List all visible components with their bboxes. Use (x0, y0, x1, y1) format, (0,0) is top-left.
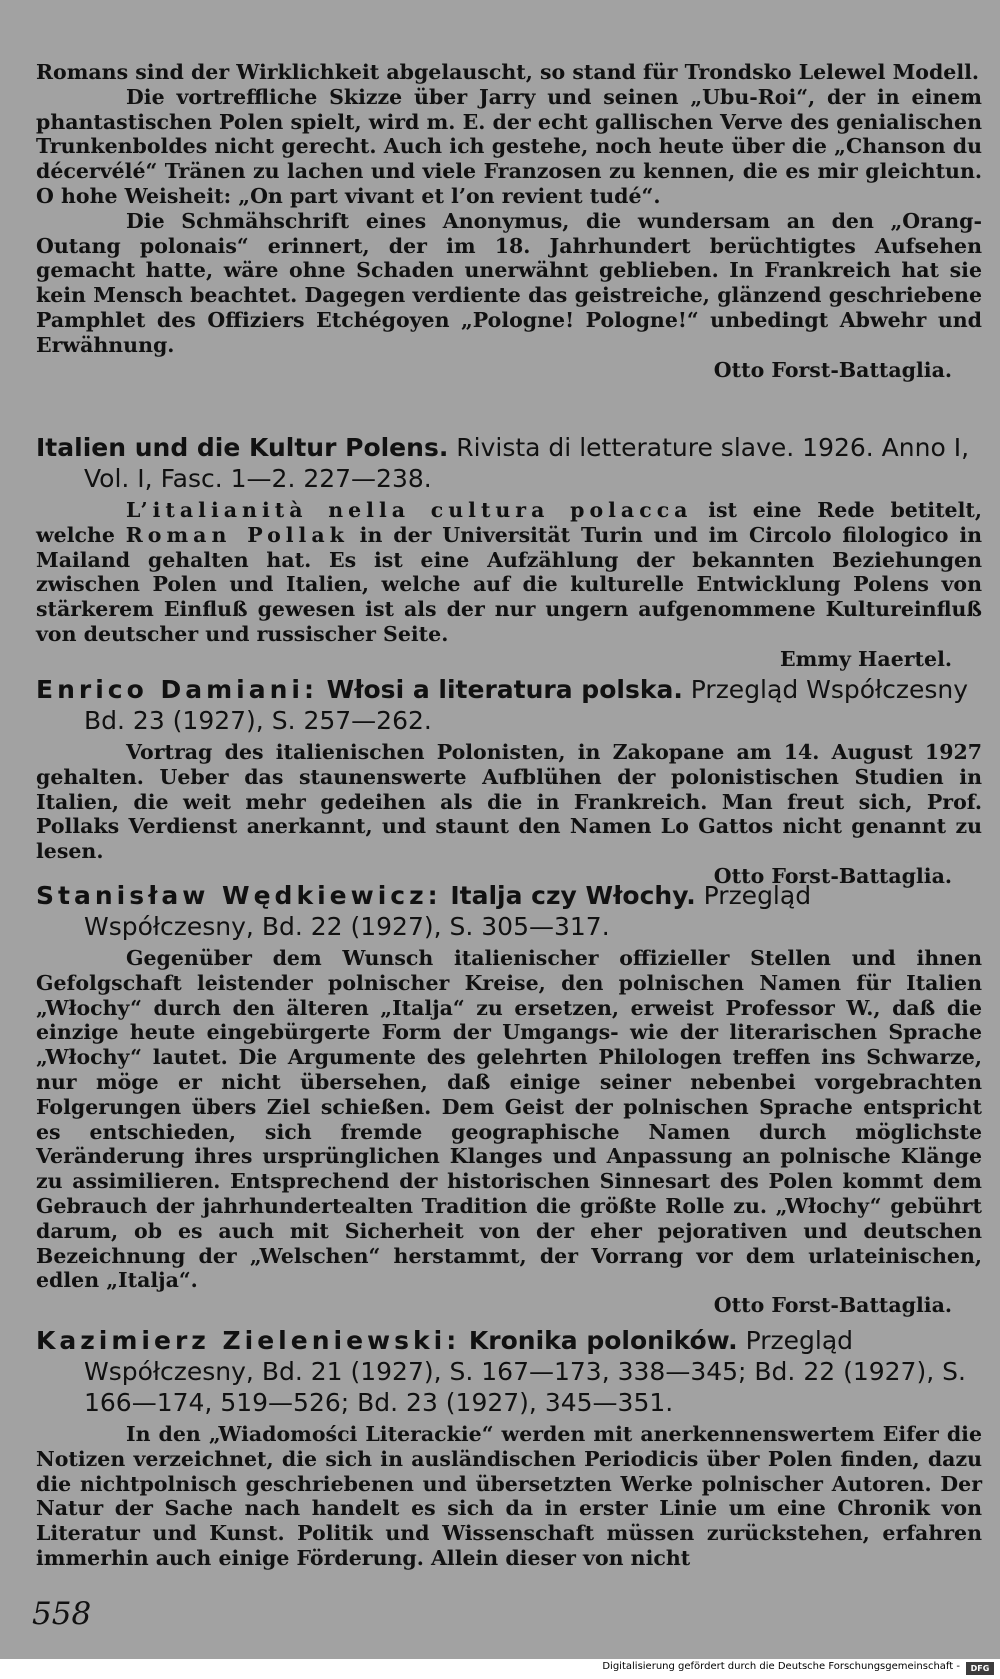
entry-heading (36, 674, 982, 736)
entry-title: Italja czy Włochy. (441, 881, 696, 910)
review-entry (36, 432, 982, 672)
entry-author: Kazimierz Zieleniewski: (36, 1326, 461, 1355)
entry-source: Przegląd Współczesny, Bd. 21 (1927), S. 167—173, 338—345; Bd. 22 (1927), S. 166—174, 519—526; Bd. 23 (1927), 345—351. (84, 1326, 966, 1417)
paragraph: In den „Wiadomości Literackie“ werden mit anerkennenswertem Eifer die Notizen verzeichnet, die sich in ausländischen Periodicis über Polen finden, dazu die nichtpolnisch geschriebenen und übersetzten Werke polnischer Autoren. Der Natur der Sache nach handelt es sich da in erster Linie um eine Chronik von Literatur und Kunst. Politik und Wissenschaft müssen zurückstehen, erfahren immerhin auch einige Förderung. Allein dieser von nicht (36, 1422, 982, 1570)
page-number: 558 (32, 1596, 92, 1632)
entry-author: Stanisław Wędkiewicz: (36, 881, 442, 910)
signature-line (36, 358, 982, 383)
entry-heading (36, 432, 982, 494)
digitization-footer (0, 1659, 1000, 1679)
text-run: ist eine Rede betitelt, welche (36, 498, 982, 547)
reviewer-name: Otto Forst-Battaglia. (713, 1293, 952, 1318)
entry-title: Włosi a literatura polska. (317, 675, 683, 704)
reviewer-name: Emmy Haertel. (780, 646, 952, 671)
reviewer-name: Otto Forst-Battaglia. (713, 357, 952, 382)
paragraph: Gegenüber dem Wunsch italienischer offizieller Stellen und ihnen Gefolgschaft leistender polnischer Kreise, den polnischen Namen für Italien „Włochy“ durch den älteren „Italja“ zu ersetzen, erweist Professor W., daß die einzige heute eingebürgerte Form der Umgangs- wie der literarischen Sprache „Włochy“ lautet. Die Argumente des gelehrten Philologen treffen ins Schwarze, nur möge er nicht übersehen, daß einige seiner nebenbei vorgebrachten Folgerungen übers Ziel schießen. Dem Geist der polnischen Sprache entspricht es entschieden, sich fremde geographische Namen durch möglichste Veränderung ihres ursprünglichen Klanges und Anpassung an polnische Klänge zu assimilieren. Entsprechend der historischen Sinnesart des Polen kommt dem Gebrauch der jahrhundertealten Tradition die größte Rolle zu. „Włochy“ gebührt darum, ob es auch mit Sicherheit von der eher pejorativen und deutschen Bezeichnung der „Welschen“ herstammt, der Vorrang vor dem urlateinischen, edlen „Italja“. (36, 946, 982, 1293)
text-run: in der Universität Turin und im Circolo filologico in Mailand gehalten hat. Es ist eine Aufzählung der bekannten Beziehungen zwischen Polen und Italien, welche auf die kulturelle Entwicklung Polens von stärkerem Einfluß gewesen ist als der nur ungern aufgenommene Kultureinfluß von deutscher und russischer Seite. (36, 522, 983, 646)
entry-heading (36, 880, 982, 942)
entry-source: Przegląd Współczesny, Bd. 22 (1927), S. 305—317. (84, 881, 812, 941)
signature-line (36, 647, 982, 672)
entry-heading (36, 1325, 982, 1418)
review-entry (36, 880, 982, 1318)
entry-title: Italien und die Kultur Polens. (36, 433, 449, 462)
previous-review (36, 60, 982, 382)
entry-source: Rivista di letterature slave. 1926. Anno I, Vol. I, Fasc. 1—2. 227—238. (84, 433, 970, 493)
footer-text: Digitalisierung gefördert durch die Deutsche Forschungsgemeinschaft - (602, 1661, 960, 1672)
entry-author: Enrico Damiani: (36, 675, 318, 704)
paragraph: Vortrag des italienischen Polonisten, in Zakopane am 14. August 1927 gehalten. Ueber das staunenswerte Aufblühen der polonistischen Studien in Italien, die weit mehr gedeihen als die in Frankreich. Man freut sich, Prof. Pollaks Verdienst anerkannt, und staunt den Namen Lo Gattos nicht genannt zu lesen. (36, 740, 982, 864)
entry-title: Kronika poloników. (460, 1326, 738, 1355)
signature-line (36, 1293, 982, 1318)
paragraph (36, 498, 982, 647)
review-entry (36, 674, 982, 889)
paragraph: Romans sind der Wirklichkeit abgelauscht, so stand für Trondsko Lelewel Modell. (36, 60, 980, 84)
spaced-name: Roman Pollak (125, 522, 349, 547)
dfg-logo: DFG (966, 1662, 994, 1675)
entry-source: Przegląd Współczesny Bd. 23 (1927), S. 257—262. (84, 675, 969, 735)
reviewer-name: Otto Forst-Battaglia. (713, 863, 952, 888)
paragraph: Die vortreffliche Skizze über Jarry und seinen „Ubu-Roi“, der in einem phantastischen Polen spielt, wird m. E. der echt gallischen Verve des genialischen Trunkenboldes nicht gerecht. Auch ich gestehe, noch heute über die „Chanson du décervélé“ Tränen zu lachen und viele Franzosen zu kennen, die es mir gleichtun. O hohe Weisheit: „On part vivant et l’on revient tudé“. (36, 84, 982, 208)
review-entry (36, 1325, 982, 1571)
paragraph: Die Schmähschrift eines Anonymus, die wundersam an den „Orang-Outang polonais“ erinnert, der im 18. Jahrhundert berüchtigtes Aufsehen gemacht hatte, wäre ohne Schaden unerwähnt geblieben. In Frankreich hat sie kein Mensch beachtet. Dagegen verdiente das geistreiche, glänzend geschriebene Pamphlet des Offiziers Etchégoyen „Pologne! Pologne!“ unbedingt Abwehr und Erwähnung. (36, 208, 982, 357)
spaced-title: L’italianità nella cultura polacca (126, 498, 693, 522)
